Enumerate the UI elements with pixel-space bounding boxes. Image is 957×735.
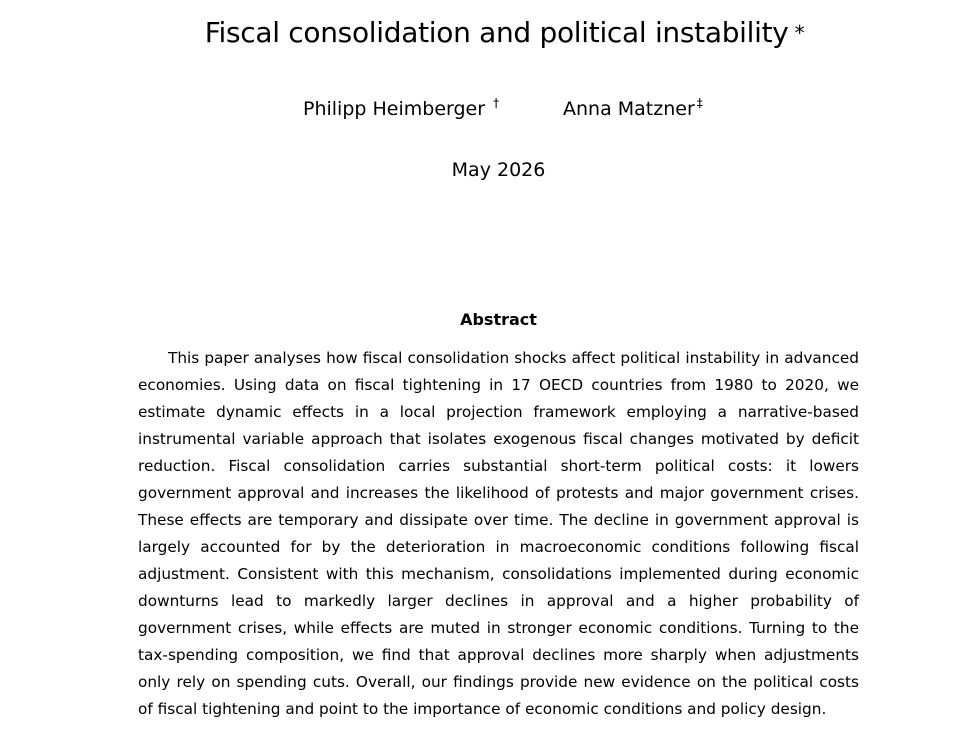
author-2 bbox=[563, 96, 703, 120]
title-footnote-mark: * bbox=[794, 21, 805, 45]
paper-title bbox=[0, 14, 957, 52]
publication-date: May 2026 bbox=[451, 159, 546, 181]
author-list bbox=[0, 96, 957, 126]
author-2-footnote-mark: ‡ bbox=[696, 96, 703, 110]
author-1 bbox=[303, 96, 499, 120]
abstract-heading: Abstract bbox=[460, 310, 537, 329]
author-1-name: Philipp Heimberger bbox=[303, 98, 486, 120]
abstract-body: This paper analyses how fiscal consolidation shocks affect political instability in advanced economies. Using data on fiscal tightening in 17 OECD countries from 1980 to 2020, we estimate dynamic effects in a local projection framework employing a narrative-based instrumental variable approach that isolates exogenous fiscal changes motivated by deficit reduction. Fiscal consolidation carries substantial short-term political costs: it lowers government approval and increases the likelihood of protests and major government crises. These effects are temporary and dissipate over time. The decline in government approval is largely accounted for by the deterioration in macroeconomic conditions following fiscal adjustment. Consistent with this mechanism, consolidations implemented during economic downturns lead to markedly larger declines in approval and a higher probability of government crises, while effects are muted in stronger economic conditions. Turning to the tax-spending composition, we find that approval declines more sharply when adjustments only rely on spending cuts. Overall, our findings provide new evidence on the political costs of fiscal tightening and point to the importance of economic conditions and policy design. bbox=[138, 349, 859, 718]
author-2-name: Anna Matzner bbox=[563, 98, 695, 120]
paper-title-text: Fiscal consolidation and political instability bbox=[204, 16, 789, 49]
author-1-footnote-mark: † bbox=[493, 96, 500, 110]
